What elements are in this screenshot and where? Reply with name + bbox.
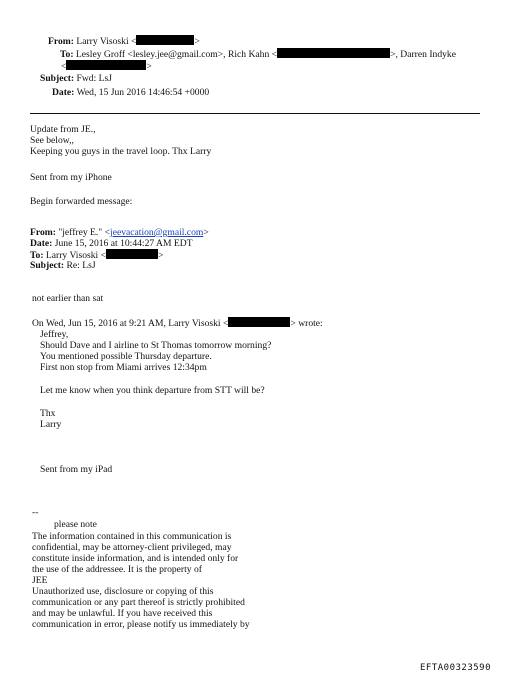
quoted-message [40,329,271,373]
notice-line: JEE [32,575,48,586]
quoted-question: Let me know when you think departure from STT will be? [40,385,265,396]
quoted-line: Thx [40,408,56,419]
date-value: Wed, 15 Jun 2016 14:46:54 +0000 [76,87,210,98]
notice-line: communication or any part thereof is strictly prohibited [32,597,245,608]
redaction-bar [136,35,194,45]
fwd-from-email-link[interactable]: jeevacation@gmail.com [110,227,204,238]
fwd-from-close: > [203,227,209,238]
notice-line: Unauthorized use, disclosure or copying of this [32,586,214,597]
quoted-line: Should Dave and I airline to St Thomas tomorrow morning? [40,340,272,351]
redaction-bar [228,317,290,327]
subject-label: Subject: [40,73,75,84]
redaction-bar [66,60,146,70]
notice-line: the use of the addressee. It is the property of [32,564,202,575]
signature-dashes: -- [32,507,39,518]
redaction-bar [106,249,158,259]
to-line2-b: > [146,61,152,72]
header-to-line2 [61,60,152,73]
quoted-line: Jeffrey, [40,329,69,340]
fwd-subject [30,260,96,272]
notice-line: communication in error, please notify us immediately by [32,619,250,630]
fwd-from-name: "jeffrey E." < [58,227,111,238]
fwd-to-close: > [158,250,164,261]
to-line2-a: < [61,61,67,72]
quoted-line: Larry [40,419,62,430]
notice-line: and may be unlawful. If you have received this [32,608,213,619]
please-note: please note [54,519,97,530]
notice-line: constitute inside information, and is intended only for [32,553,239,564]
body-line: Update from JE., [30,124,96,135]
header-subject [40,73,112,85]
fwd-date-label: Date: [30,238,53,249]
body-line: See below,, [30,135,74,146]
reply-text: not earlier than sat [32,293,104,304]
fwd-subject-label: Subject: [30,260,65,271]
notice-line: The information contained in this communication is [32,531,232,542]
begin-forwarded: Begin forwarded message: [30,196,133,207]
body-line: Keeping you guys in the travel loop. Thx Larry [30,146,212,157]
quoted-line: First non stop from Miami arrives 12:34pm [40,362,207,373]
fwd-subject-value: Re: LsJ [66,260,96,271]
to-value-a: Lesley Groff <lesley.jee@gmail.com>, Rich Kahn < [75,49,278,60]
header-divider [30,113,480,114]
redaction-bar [277,48,390,58]
sent-from-iphone: Sent from my iPhone [30,172,112,183]
date-label: Date: [52,87,75,98]
notice-line: confidential, may be attorney-client privileged, may [32,542,232,553]
message-body [30,124,211,157]
fwd-to-label: To: [30,250,44,261]
fwd-from-label: From: [30,227,56,238]
from-value: Larry Visoski < [76,36,137,47]
attribution-a: On Wed, Jun 15, 2016 at 9:21 AM, Larry Visoski < [32,318,229,329]
confidentiality-notice [32,531,250,630]
fwd-date-value: June 15, 2016 at 10:44:27 AM EDT [54,238,193,249]
header-date [52,87,209,99]
to-label: To: [60,49,74,60]
quoted-line: You mentioned possible Thursday departure. [40,351,212,362]
subject-value: Fwd: LsJ [76,73,112,84]
attribution-b: > wrote: [290,318,323,329]
fwd-to-value: Larry Visoski < [45,250,107,261]
sent-from-ipad: Sent from my iPad [40,464,113,475]
quoted-signoff [40,408,61,430]
header-from: From: Larry Visoski < > [48,36,200,47]
bates-number: EFTA00323590 [420,663,492,673]
to-value-b: >, Darren Indyke [390,49,456,60]
from-label: From: [48,36,74,47]
